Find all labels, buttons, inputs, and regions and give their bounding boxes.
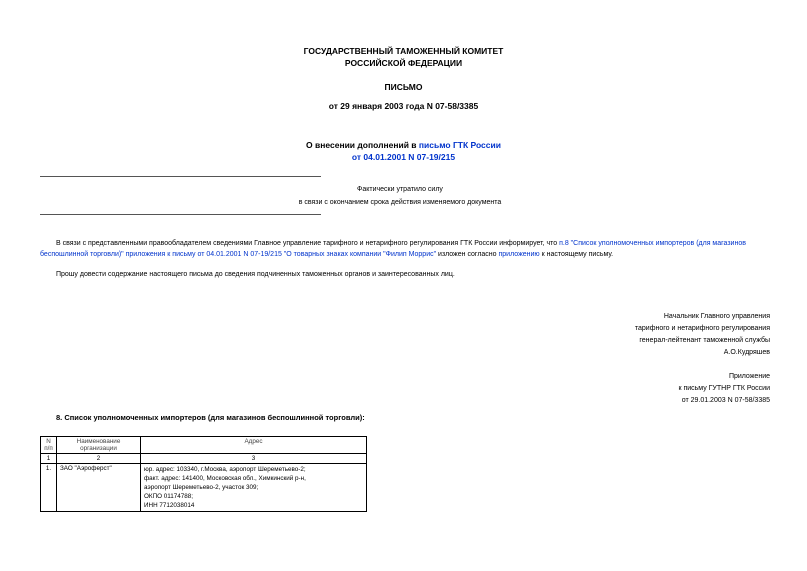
body-paragraph-1: [40, 238, 780, 260]
doc-date: от 29 января 2003 года N 07-58/3385: [328, 101, 479, 111]
subject-line1: [0, 140, 807, 150]
table-row: [41, 464, 367, 512]
importers-table: [40, 436, 367, 512]
status-note-line1: Фактически утратило силу: [357, 186, 443, 193]
table-header-row: [41, 437, 367, 454]
org-name-line1: ГОСУДАРСТВЕННЫЙ ТАМОЖЕННЫЙ КОМИТЕТ: [303, 46, 504, 56]
appendix-line3: от 29.01.2003 N 07-58/3385: [681, 397, 770, 404]
address-line: ИНН 7712038014: [144, 502, 195, 509]
body-text: В связи с представленными правообладателем сведениями Главное управление тарифного и нетарифного регулирования ГТК России информирует, что: [56, 240, 560, 247]
col-number-1: 1: [41, 454, 57, 464]
col-number-3: 3: [141, 454, 367, 464]
body-text: к настоящему письму.: [539, 251, 614, 258]
body-paragraph-2: Прошу довести содержание настоящего письма до сведения подчиненных таможенных органов и заинтересованных лиц.: [56, 271, 455, 278]
address-line: факт. адрес: 141400, Московская обл., Химкинский р-н,: [144, 475, 306, 482]
header-org: Наименование организации: [57, 437, 141, 454]
body-text: изложен согласно: [436, 251, 499, 258]
body-link-appendix[interactable]: приложению: [498, 251, 540, 258]
subject-line2: [0, 152, 807, 162]
col-number-2: 2: [57, 454, 141, 464]
signature-name: А.О.Кудряшев: [723, 349, 770, 356]
doc-type: ПИСЬМО: [384, 82, 423, 92]
body-link-item8[interactable]: п.8 "Список уполномоченных импортеров (для магазинов: [559, 240, 746, 247]
subject-prefix: О внесении дополнений в: [306, 140, 419, 150]
divider-bottom: [40, 214, 321, 215]
org-name-line2: РОССИЙСКОЙ ФЕДЕРАЦИИ: [344, 58, 463, 68]
status-note-line2: в связи с окончанием срока действия изменяемого документа: [298, 199, 502, 206]
table-numbering-row: [41, 454, 367, 464]
appendix-line1: Приложение: [728, 373, 770, 380]
address-line: юр. адрес: 103340, г.Москва, аэропорт Шереметьево-2;: [144, 466, 306, 473]
address-line: ОКПО 01174788;: [144, 493, 194, 500]
signature-line1: Начальник Главного управления: [663, 313, 770, 320]
header-address: Адрес: [141, 437, 367, 454]
subject-link-date[interactable]: от 04.01.2001 N 07-19/215: [351, 152, 456, 162]
header-num: N п/п: [41, 437, 57, 454]
divider-top: [40, 176, 321, 177]
signature-line3: генерал-лейтенант таможенной службы: [639, 337, 770, 344]
address-line: аэропорт Шереметьево-2, участок 309;: [144, 484, 259, 491]
row-address: [141, 464, 367, 512]
list-title: 8. Список уполномоченных импортеров (для магазинов беспошлинной торговли):: [56, 413, 365, 422]
row-num: 1.: [41, 464, 57, 512]
appendix-line2: к письму ГУТНР ГТК России: [678, 385, 770, 392]
body-link-item8-cont[interactable]: беспошлинной торговли)" приложения к письму от 04.01.2001 N 07-19/215 "О товарных знаках компании "Филип Моррис": [40, 251, 437, 258]
appendix-block: [678, 371, 770, 407]
signature-block: [635, 311, 770, 359]
signature-line2: тарифного и нетарифного регулирования: [634, 325, 770, 332]
subject-link[interactable]: письмо ГТК России: [418, 140, 501, 150]
row-org: ЗАО "Аэроферст": [57, 464, 141, 512]
